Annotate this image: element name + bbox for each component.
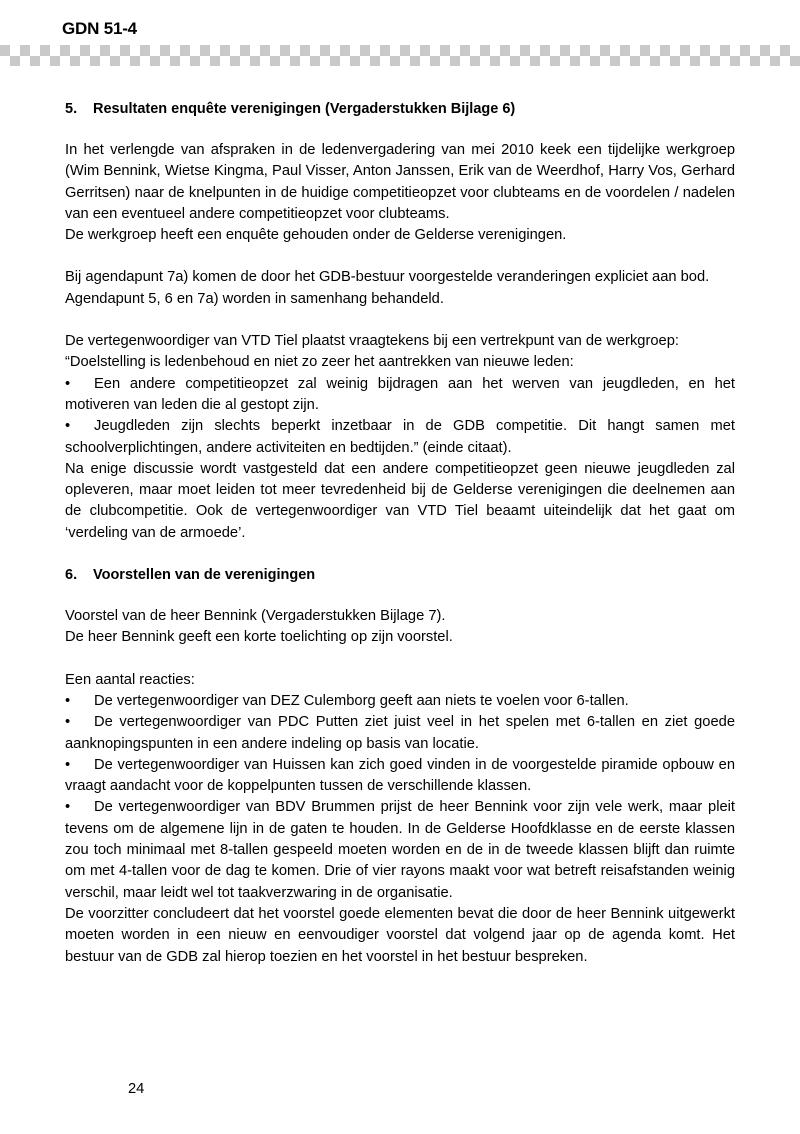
- section-number-5: 5.: [65, 101, 78, 117]
- paragraph-5-3: Bij agendapunt 7a) komen de door het GDB-bestuur voorgestelde veranderingen expliciet aan bod.: [65, 269, 710, 286]
- list-item-text: De vertegenwoordiger van DEZ Culemborg geeft aan niets te voelen voor 6-tallen.: [94, 692, 629, 709]
- checker-row-bottom: [0, 56, 800, 67]
- paragraph-5-1: In het verlengde van afspraken in de ledenvergadering van mei 2010 keek een tijdelijke werkgroep (Wim Bennink, Wietse Kingma, Paul Visser, Anton Janssen, Erik van de Weerdhof, Harry Vos, Gerhard Gerritsen) naar de knelpunten in de huidige competitieopzet voor clubteams en de voordelen / nadelen van een eventueel andere competitieopzet voor clubteams.: [65, 142, 735, 222]
- bullet-glyph-icon: •: [65, 756, 71, 773]
- bullet-glyph-icon: •: [65, 375, 71, 392]
- list-item-text: De vertegenwoordiger van BDV Brummen prijst de heer Bennink voor zijn vele werk, maar pleit tevens om de algemene lijn in de gaten te houden. In de Gelderse Hoofdklasse en de eerste klassen zou toch minimaal met 8-tallen gespeeld moeten worden en de in de tweede klassen blijft dan ruimte om met 4-tallen voor de dag te komen. Drie of vier rayons maakt voor wat betreft reisafstanden weinig verschil, maar leidt wel tot taakverzwaring in de organisatie.: [65, 799, 735, 901]
- header-title: GDN 51-4: [62, 19, 137, 38]
- list-item: [65, 797, 735, 903]
- bullet-glyph-icon: •: [65, 714, 71, 731]
- bullet-glyph-icon: •: [65, 418, 71, 435]
- document-body: [65, 100, 735, 968]
- paragraph-6-2: De heer Bennink geeft een korte toelichting op zijn voorstel.: [65, 629, 453, 646]
- paragraph-6-closing: De voorzitter concludeert dat het voorstel goede elementen bevat die door de heer Bennink uitgewerkt moeten worden in een nieuw en eenvoudiger voorstel dat volgend jaar op de agenda komt. Het bestuur van de GDB zal hierop toezien en het voorstel in het bestuur bespreken.: [65, 905, 735, 965]
- list-item: [65, 712, 735, 755]
- section-title-6: Voorstellen van de verenigingen: [93, 567, 316, 584]
- section-title-5: Resultaten enquête verenigingen (Vergaderstukken Bijlage 6): [93, 101, 516, 117]
- list-item-text: De vertegenwoordiger van PDC Putten ziet juist veel in het spelen met 6-tallen en ziet goede aanknopingspunten in een andere indeling op basis van locatie.: [65, 714, 735, 752]
- list-item-text: De vertegenwoordiger van Huissen kan zich goed vinden in de voorgestelde piramide opbouw en vraagt aandacht voor de koppelpunten tussen de verschillende klassen.: [65, 756, 735, 795]
- list-item-text: Een andere competitieopzet zal weinig bijdragen aan het werven van jeugdleden, en het motiveren van leden die al gestopt zijn.: [65, 375, 735, 413]
- paragraph-5-closing: Na enige discussie wordt vastgesteld dat een andere competitieopzet geen nieuwe jeugdleden zal opleveren, maar moet leiden tot meer tevredenheid bij de Gelderse verenigingen die deelnemen aan de clubcompetitie. Ook de vertegenwoordiger van VTD Tiel beaamt uiteindelijk dat het gaat om ‘verdeling van de armoede’.: [65, 460, 735, 541]
- section-number-6: 6.: [65, 567, 78, 584]
- paragraph-5-6: “Doelstelling is ledenbehoud en niet zo zeer het aantrekken van nieuwe leden:: [65, 354, 574, 371]
- list-item: [65, 374, 735, 417]
- section-heading-6: [65, 566, 735, 585]
- paragraph-5-4: Agendapunt 5, 6 en 7a) worden in samenhang behandeld.: [65, 290, 444, 307]
- section-heading-5: [65, 100, 735, 119]
- page-number: 24: [128, 1081, 145, 1097]
- list-item: [65, 755, 735, 798]
- paragraph-5-2: De werkgroep heeft een enquête gehouden onder de Gelderse verenigingen.: [65, 227, 567, 244]
- list-item: [65, 416, 735, 459]
- bullet-glyph-icon: •: [65, 799, 71, 816]
- checker-row-top: [0, 45, 800, 56]
- checkered-rule-icon: [0, 45, 800, 66]
- list-item: [65, 691, 735, 712]
- paragraph-6-1: Voorstel van de heer Bennink (Vergaderstukken Bijlage 7).: [65, 608, 446, 625]
- paragraph-6-3: Een aantal reacties:: [65, 671, 195, 688]
- paragraph-5-5: De vertegenwoordiger van VTD Tiel plaatst vraagtekens bij een vertrekpunt van de werkgroep:: [65, 333, 679, 350]
- list-item-text: Jeugdleden zijn slechts beperkt inzetbaar in de GDB competitie. Dit hangt samen met schoolverplichtingen, andere activiteiten en bedtijden.” (einde citaat).: [65, 418, 735, 456]
- bullet-glyph-icon: •: [65, 692, 71, 709]
